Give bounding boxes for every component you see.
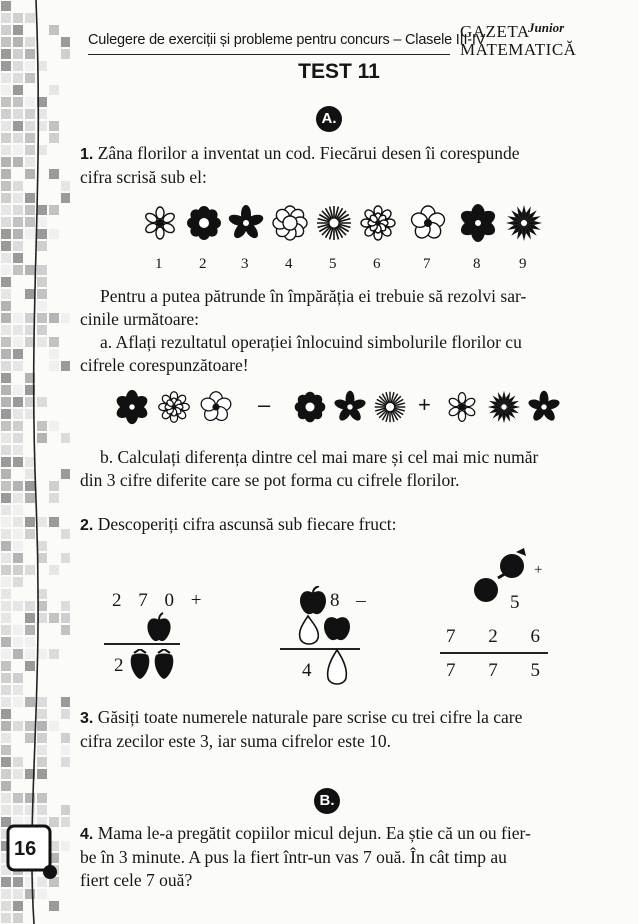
q4-line1: Mama le-a pregătit copiilor micul dejun. Ea știe că un ou fier-: [97, 823, 531, 843]
mosaic-tile: [61, 361, 70, 371]
mosaic-tile: [1, 793, 11, 803]
q1-text-line2: cifra scrisă sub el:: [80, 167, 207, 187]
mosaic-tile: [61, 193, 70, 203]
flower-1-icon: [140, 203, 180, 243]
mosaic-tile: [49, 121, 59, 131]
mosaic-tile: [61, 841, 70, 851]
q1-para-line2: cinile următoare:: [80, 309, 200, 329]
mosaic-tile: [1, 193, 11, 203]
flower-digit-label: 5: [329, 256, 337, 272]
puzzle1-top: 2 7 0 +: [112, 590, 208, 611]
flower-9-icon: [504, 203, 544, 243]
mosaic-tile: [1, 385, 11, 395]
flower-3-icon: [226, 203, 266, 243]
mosaic-tile: [61, 529, 70, 539]
mosaic-tile: [1, 121, 11, 131]
mosaic-tile: [1, 397, 11, 407]
mosaic-tile: [1, 517, 11, 527]
mosaic-tile: [1, 889, 11, 899]
strawberries-icon: [128, 649, 178, 681]
mosaic-tile: [49, 205, 59, 215]
q3-line1: Găsiți toate numerele naturale pare scrise cu trei cifre la care: [97, 707, 523, 727]
section-b-badge: B.: [314, 788, 340, 814]
brand-junior: Junior: [528, 20, 565, 35]
mosaic-tile: [1, 637, 11, 647]
minus-sign: –: [258, 392, 271, 417]
mosaic-tile: [1, 673, 11, 683]
flower-9-icon: [486, 389, 522, 425]
mosaic-tile: [49, 517, 59, 527]
test-title: TEST 11: [298, 60, 380, 83]
pear-and-apple-icon: [296, 612, 352, 648]
mosaic-tile: [49, 421, 59, 431]
mosaic-tile: [1, 769, 11, 779]
mosaic-tile: [61, 181, 70, 191]
q2-statement: [80, 513, 600, 537]
mosaic-tile: [1, 373, 11, 383]
puzzle3-plus: +: [534, 562, 549, 578]
mosaic-tile: [49, 133, 59, 143]
mosaic-tile: [1, 493, 11, 503]
flower-digit-label: 6: [373, 256, 381, 272]
q1b-statement: [100, 446, 600, 469]
q1-para-line1: Pentru a putea pătrunde în împărăția ei trebuie să rezolvi sar-: [100, 286, 527, 306]
mosaic-tile: [61, 817, 70, 827]
q1-statement: [80, 142, 600, 189]
mosaic-tile: [1, 241, 11, 251]
flower-digit-label: 1: [155, 256, 163, 272]
brand-matematica: MATEMATICĂ: [460, 40, 577, 59]
mosaic-tile: [49, 85, 59, 95]
mosaic-tile: [49, 169, 59, 179]
mosaic-tile: [61, 601, 70, 611]
mosaic-tile: [61, 805, 70, 815]
flower-digit-label: 3: [241, 256, 249, 272]
mosaic-tile: [1, 325, 11, 335]
flower-2-icon: [292, 389, 328, 425]
mosaic-tile: [1, 445, 11, 455]
mosaic-tile: [1, 625, 11, 635]
mosaic-tile: [1, 457, 11, 467]
puzzle3-row2: 7 2 6: [446, 626, 554, 647]
mosaic-tile: [61, 469, 70, 479]
mosaic-tile: [1, 913, 11, 923]
mosaic-tile: [1, 901, 11, 911]
q3-number: 3.: [80, 710, 94, 727]
pear-icon: [324, 648, 350, 686]
q4-line3: fiert cele 7 ouă?: [80, 870, 193, 890]
puzzle2-top: 8 –: [330, 590, 372, 611]
q1a-line2: cifrele corespunzătoare!: [80, 355, 249, 375]
mosaic-tile: [1, 217, 11, 227]
puzzle1-line: [104, 643, 180, 645]
mosaic-tile: [1, 565, 11, 575]
plus-sign: +: [418, 392, 431, 417]
q4-number: 4.: [80, 826, 94, 843]
mosaic-tile: [1, 205, 11, 215]
flower-8-icon: [458, 203, 498, 243]
mosaic-tile: [61, 613, 70, 623]
mosaic-tile: [1, 145, 11, 155]
mosaic-tile: [61, 553, 70, 563]
decorative-curve: [14, 0, 44, 924]
mosaic-tile: [1, 529, 11, 539]
mosaic-tile: [1, 133, 11, 143]
page-number: 16: [14, 838, 37, 860]
flower-5-icon: [314, 203, 354, 243]
puzzle3-result: 7 7 5: [446, 660, 554, 681]
brand-logo: [460, 22, 590, 58]
mosaic-tile: [49, 493, 59, 503]
mosaic-tile: [1, 541, 11, 551]
flower-3-icon: [332, 389, 368, 425]
mosaic-tile: [1, 469, 11, 479]
q2-number: 2.: [80, 517, 94, 534]
mosaic-tile: [1, 181, 11, 191]
mosaic-tile: [1, 49, 11, 59]
puzzle1-result: 2: [114, 655, 130, 676]
mosaic-tile: [61, 757, 70, 767]
mosaic-tile: [61, 49, 70, 59]
flower-7-icon: [408, 203, 448, 243]
mosaic-tile: [1, 649, 11, 659]
q1a-statement-cont: [80, 354, 600, 377]
flower-digit-label: 7: [423, 256, 431, 272]
q3-statement: [80, 706, 605, 753]
mosaic-tile: [1, 781, 11, 791]
q4-line2: be în 3 minute. A pus la fiert într-un vas 7 ouă. În cât timp au: [80, 847, 507, 867]
mosaic-tile: [1, 613, 11, 623]
mosaic-tile: [1, 277, 11, 287]
apple-icon: [146, 612, 172, 644]
puzzle3-row1: 5: [510, 592, 526, 613]
mosaic-tile: [1, 85, 11, 95]
mosaic-tile: [1, 577, 11, 587]
flower-8-icon: [114, 389, 150, 425]
flower-digit-label: 4: [285, 256, 293, 272]
q1-paragraph-cont: [80, 308, 600, 331]
flower-digit-label: 2: [199, 256, 207, 272]
mosaic-tile: [1, 553, 11, 563]
flower-2-icon: [184, 203, 224, 243]
mosaic-tile: [61, 313, 70, 323]
mosaic-tile: [61, 733, 70, 743]
header-title: Culegere de exerciții și probleme pentru concurs – Clasele III-IV: [88, 32, 486, 48]
q1b-statement-cont: [80, 469, 600, 492]
mosaic-tile: [1, 169, 11, 179]
mosaic-tile: [49, 565, 59, 575]
mosaic-tile: [49, 337, 59, 347]
flower-5-icon: [372, 389, 408, 425]
header-rule: [88, 54, 450, 55]
flower-3-icon: [526, 389, 562, 425]
mosaic-tile: [1, 229, 11, 239]
q3-line2: cifra zecilor este 3, iar suma cifrelor este 10.: [80, 731, 391, 751]
flower-4-icon: [270, 203, 310, 243]
mosaic-tile: [61, 433, 70, 443]
blackberries-icon: [468, 548, 538, 608]
mosaic-tile: [49, 25, 59, 35]
q1-number: 1.: [80, 146, 94, 163]
mosaic-tile: [49, 721, 59, 731]
mosaic-tile: [1, 733, 11, 743]
section-a-badge: A.: [316, 106, 342, 132]
mosaic-tile: [1, 433, 11, 443]
mosaic-tile: [49, 349, 59, 359]
flower-digit-label: 9: [519, 256, 527, 272]
mosaic-tile: [1, 805, 11, 815]
q1-text-line1: Zâna florilor a inventat un cod. Fiecărui desen îi corespunde: [97, 143, 520, 163]
page-header: [88, 20, 588, 59]
mosaic-tile: [1, 157, 11, 167]
puzzle2-result: 4: [302, 660, 318, 681]
mosaic-tile: [1, 337, 11, 347]
flower-6-icon: [358, 203, 398, 243]
mosaic-tile: [49, 313, 59, 323]
flower-7-icon: [198, 389, 234, 425]
flower-6-icon: [156, 389, 192, 425]
mosaic-tile: [1, 589, 11, 599]
q1-paragraph: [100, 285, 600, 308]
mosaic-tile: [61, 625, 70, 635]
flower-digit-label: 8: [473, 256, 481, 272]
mosaic-tile: [49, 361, 59, 371]
mosaic-tile: [61, 745, 70, 755]
q1b-line1: b. Calculați diferența dintre cel mai mare și cel mai mic număr: [100, 447, 539, 467]
mosaic-tile: [1, 313, 11, 323]
mosaic-tile: [61, 709, 70, 719]
q1a-line1: a. Aflați rezultatul operației înlocuind simbolurile florilor cu: [100, 332, 522, 352]
mosaic-tile: [1, 349, 11, 359]
mosaic-tile: [1, 745, 11, 755]
mosaic-tile: [1, 37, 11, 47]
mosaic-tile: [1, 709, 11, 719]
q1a-statement: [100, 331, 600, 354]
mosaic-tile: [1, 421, 11, 431]
puzzle3-line: [440, 652, 548, 654]
mosaic-tile: [1, 661, 11, 671]
brand-gazeta: GAZETA: [460, 22, 530, 41]
mosaic-tile: [1, 685, 11, 695]
mosaic-tile: [49, 481, 59, 491]
mosaic-tile: [49, 613, 59, 623]
mosaic-tile: [1, 289, 11, 299]
mosaic-tile: [1, 1, 11, 11]
mosaic-tile: [49, 901, 59, 911]
mosaic-tile: [1, 109, 11, 119]
mosaic-tile: [1, 721, 11, 731]
mosaic-tile: [49, 649, 59, 659]
mosaic-tile: [1, 757, 11, 767]
mosaic-tile: [1, 301, 11, 311]
mosaic-tile: [1, 265, 11, 275]
mosaic-tile: [1, 13, 11, 23]
mosaic-tile: [1, 481, 11, 491]
mosaic-tile: [1, 697, 11, 707]
mosaic-tile: [1, 361, 11, 371]
q1b-line2: din 3 cifre diferite care se pot forma cu cifrele florilor.: [80, 470, 460, 490]
mosaic-tile: [61, 37, 70, 47]
q4-statement: [80, 822, 605, 892]
mosaic-tile: [1, 253, 11, 263]
mosaic-tile: [1, 97, 11, 107]
mosaic-tile: [61, 697, 70, 707]
mosaic-tile: [1, 409, 11, 419]
mosaic-tile: [1, 601, 11, 611]
mosaic-tile: [1, 25, 11, 35]
mosaic-tile: [1, 505, 11, 515]
mosaic-tile: [49, 229, 59, 239]
q2-text: Descoperiți cifra ascunsă sub fiecare fruct:: [97, 514, 397, 534]
flower-1-icon: [444, 389, 480, 425]
